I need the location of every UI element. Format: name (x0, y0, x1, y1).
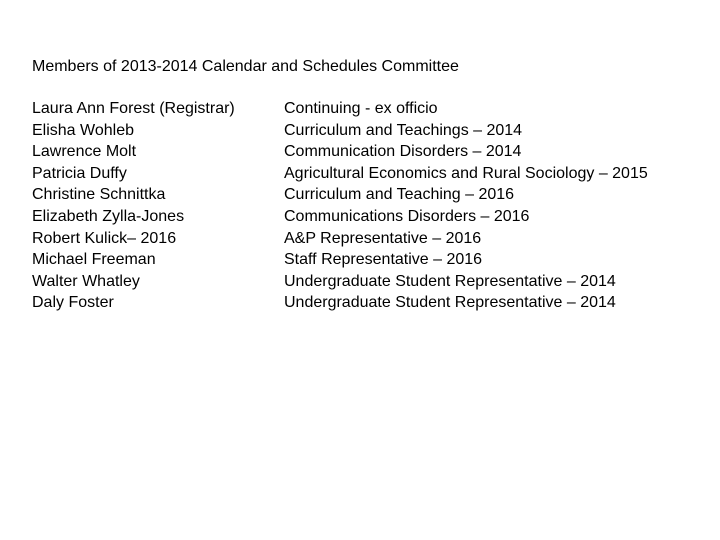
member-name: Christine Schnittka (32, 186, 166, 204)
member-role: Communication Disorders – 2014 (284, 143, 522, 161)
member-name: Laura Ann Forest (Registrar) (32, 100, 235, 117)
member-row (32, 120, 702, 142)
member-row (32, 141, 702, 163)
member-name: Elizabeth Zylla-Jones (32, 207, 185, 225)
member-row (32, 163, 702, 185)
member-role: Undergraduate Student Representative – 2014 (284, 294, 616, 312)
member-row (32, 249, 702, 271)
member-name: Michael Freeman (32, 251, 156, 269)
member-role: Continuing - ex officio (284, 100, 438, 117)
member-name: Walter Whatley (32, 272, 140, 290)
member-row (32, 184, 702, 206)
member-role: A&P Representative – 2016 (284, 229, 482, 247)
member-name: Robert Kulick– 2016 (32, 229, 177, 247)
page-title: Members of 2013-2014 Calendar and Schedules Committee (32, 58, 459, 75)
member-row (32, 98, 702, 120)
member-role: Curriculum and Teachings – 2014 (284, 121, 523, 139)
member-row (32, 206, 702, 228)
member-row (32, 228, 702, 250)
member-role: Curriculum and Teaching – 2016 (284, 186, 515, 204)
member-name: Patricia Duffy (32, 164, 127, 182)
member-list (32, 98, 702, 314)
member-name: Daly Foster (32, 294, 114, 312)
member-name: Lawrence Molt (32, 143, 137, 161)
member-role: Staff Representative – 2016 (284, 251, 483, 269)
member-name: Elisha Wohleb (32, 121, 134, 139)
member-row (32, 271, 702, 293)
member-role: Undergraduate Student Representative – 2014 (284, 272, 616, 290)
member-role: Communications Disorders – 2016 (284, 207, 530, 225)
member-row (32, 292, 702, 314)
member-role: Agricultural Economics and Rural Sociology – 2015 (284, 164, 648, 182)
